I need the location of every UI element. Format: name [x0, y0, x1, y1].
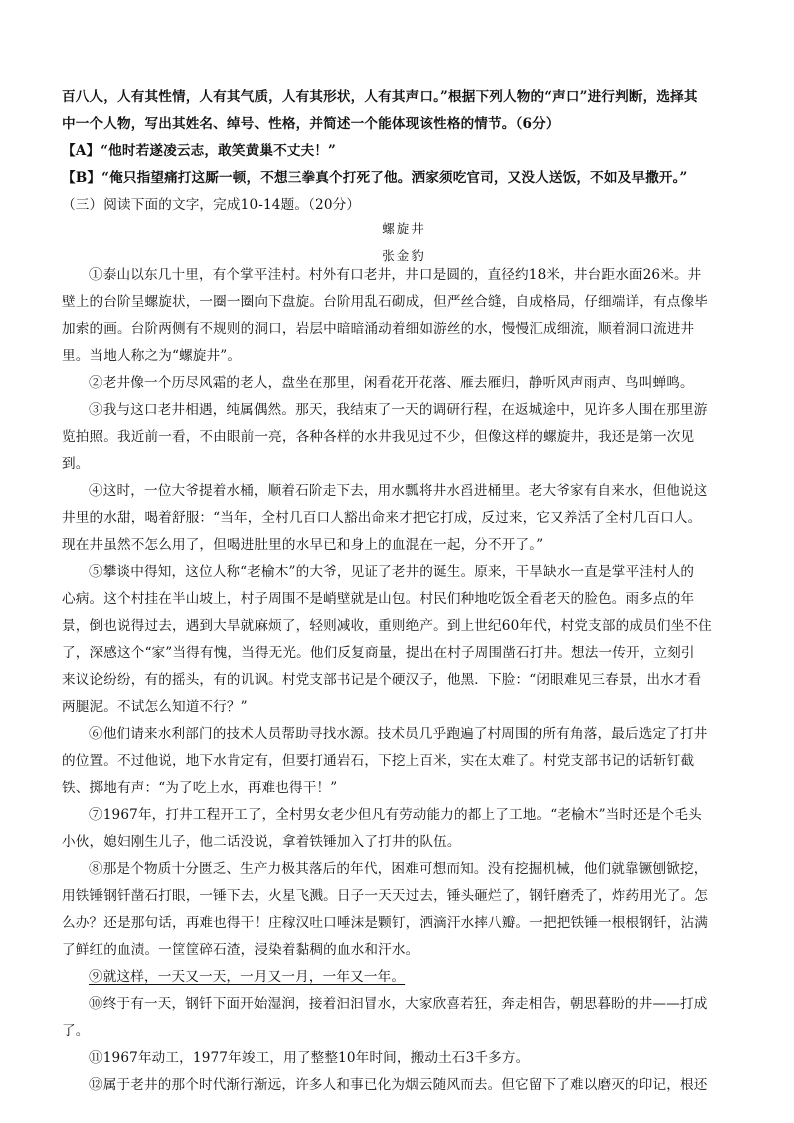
paragraph-line: 里。当地人称之为“螺旋井”。: [62, 348, 242, 364]
paragraph-line: 景，倒也说得过去，遇到大旱就麻烦了，轻则减收，重则绝产。到上世纪60年代，村党支部的成员们坐不住: [62, 618, 712, 634]
option-b: 【B】“俺只指望痛打这厮一顿，不想三拳真个打死了他。洒家须吃官司，又没人送饭，不如及早撒开。”: [62, 170, 688, 186]
question-9-line-1: 百八人，人有其性情，人有其气质，人有其形状，人有其声口。”根据下列人物的“声口”进行判断，选择其: [62, 89, 698, 105]
paragraph-line: ⑫属于老井的那个时代渐行渐远，许多人和事已化为烟云随风而去。但它留下了难以磨灭的印记，根还: [89, 1077, 708, 1093]
paragraph-line: 壁上的台阶呈螺旋状，一圈一圈向下盘旋。台阶用乱石砌成，但严丝合缝，自成格局，仔细端详，有点像毕: [62, 294, 708, 310]
paragraph-line: ⑧那是个物质十分匮乏、生产力极其落后的年代，困难可想而知。没有挖掘机械，他们就靠镢刨锨挖，: [89, 861, 708, 877]
paragraph-line: 了鲜红的血渍。一筐筐碎石渣，浸染着黏稠的血水和汗水。: [62, 942, 420, 958]
article-paragraph: [62, 964, 746, 991]
article-author: 张金豹: [382, 248, 426, 263]
paragraph-line: 了，深感这个“家”当得有愧，当得无光。他们反复商量，提出在村子周围凿石打井。想法一传开，立刻引: [62, 645, 695, 661]
paragraph-line: ⑤攀谈中得知，这位人称“老榆木”的大爷，见证了老井的诞生。原来，干旱缺水一直是掌平洼村人的: [89, 564, 695, 580]
paragraph-line: ③我与这口老井相遇，纯属偶然。那天，我结束了一天的调研行程，在返城途中，见许多人围在那里游: [89, 402, 708, 418]
option-a: 【A】“他时若遂凌云志，敢笑黄巢不丈夫！”: [62, 143, 337, 159]
paragraph-line: 了。: [62, 1023, 90, 1039]
paragraph-line: ①泰山以东几十里，有个掌平洼村。村外有口老井，井口是圆的，直径约18米，井台距水面26米。井: [89, 267, 702, 283]
article-paragraph: [62, 370, 746, 397]
paragraph-line: 两腿泥。不试怎么知道不行？”: [62, 699, 248, 715]
article-paragraph: [62, 856, 746, 964]
underlined-sentence: ⑨就这样，一天又一天，一月又一月，一年又一年。: [89, 969, 406, 985]
article-paragraph: [62, 559, 746, 721]
paragraph-line: 览拍照。我近前一看，不由眼前一亮，各种各样的水井我见过不少，但像这样的螺旋井，我还是第一次见: [62, 429, 695, 445]
article-paragraph: [62, 721, 746, 802]
article-paragraph: [62, 1045, 746, 1072]
section-heading: （三）阅读下面的文字，完成10-14题。（20分）: [62, 197, 361, 213]
paragraph-line: 加索的画。台阶两侧有不规则的洞口，岩层中暗暗涌动着细如游丝的水，慢慢汇成细流，顺着洞口流进井: [62, 321, 695, 337]
paragraph-line: 心病。这个村挂在半山坡上，村子周围不是峭壁就是山包。村民们种地吃饭全看老天的脸色。雨多点的年: [62, 591, 695, 607]
paragraph-line: ④这时，一位大爷提着水桶，顺着石阶走下去，用水瓢将井水舀进桶里。老大爷家有自来水，但他说这: [89, 483, 708, 499]
paragraph-line: 的位置。不过他说，地下水肯定有，但要打通岩石，下挖上百米，实在太难了。村党支部书记的话斩钉截: [62, 753, 695, 769]
article-header: [62, 215, 746, 269]
article-paragraph: [62, 478, 746, 559]
question-9-line-2: 中一个人物，写出其姓名、绰号、性格，并简述一个能体现该性格的情节。（6分）: [62, 116, 560, 132]
article-paragraph: [62, 802, 746, 856]
paragraph-line: 到。: [62, 456, 90, 472]
paragraph-line: 铁、掷地有声：“为了吃上水，再难也得干！”: [62, 780, 338, 796]
article-paragraph: [62, 262, 746, 370]
paragraph-line: ②老井像一个历尽风霜的老人，盘坐在那里，闲看花开花落、雁去雁归，静听风声雨声、鸟叫蝉鸣。: [89, 375, 694, 391]
paragraph-line: ⑩终于有一天，钢钎下面开始湿润，接着汩汩冒水，大家欣喜若狂，奔走相告，朝思暮盼的井——打成: [89, 996, 708, 1012]
article-paragraph: [62, 1072, 746, 1099]
paragraph-line: [62, 964, 746, 991]
paragraph-line: 井里的水甜，喝着舒服：“当年，全村几百口人豁出命来才把它打成，反过来，它又养活了全村几百口人。: [62, 510, 702, 526]
paragraph-line: 现在井虽然不怎么用了，但喝进肚里的水早已和身上的血混在一起，分不开了。”: [62, 537, 544, 553]
question-9: [62, 84, 746, 219]
paragraph-line: ⑦1967年，打井工程开工了，全村男女老少但凡有劳动能力的都上了工地。“老榆木”当时还是个毛头: [89, 807, 702, 823]
paragraph-line: 用铁锤钢钎凿石打眼，一锤下去，火星飞溅。日子一天天过去，锤头砸烂了，钢钎磨秃了，炸药用光了。怎: [62, 888, 708, 904]
article-body: [62, 262, 746, 1099]
article-paragraph: [62, 991, 746, 1045]
paragraph-line: ⑥他们请来水利部门的技术人员帮助寻找水源。技术员几乎跑遍了村周围的所有角落，最后选定了打井: [89, 726, 708, 742]
article-paragraph: [62, 397, 746, 478]
paragraph-line: 么办？还是那句话，再难也得干！庄稼汉吐口唾沫是颗钉，洒滴汗水摔八瓣。一把把铁锤一根根钢钎，沾满: [62, 915, 708, 931]
paragraph-line: 来议论纷纷，有的摇头，有的讥讽。村党支部书记是个硬汉子，他黑．下脸：“闭眼难见三春景，出水才看: [62, 672, 702, 688]
article-title: 螺旋井: [382, 221, 426, 236]
paragraph-line: ⑪1967年动工，1977年竣工，用了整整10年时间，搬动土石3千多方。: [89, 1050, 530, 1066]
paragraph-line: 小伙，媳妇刚生儿子，他二话没说，拿着铁锤加入了打井的队伍。: [62, 834, 461, 850]
